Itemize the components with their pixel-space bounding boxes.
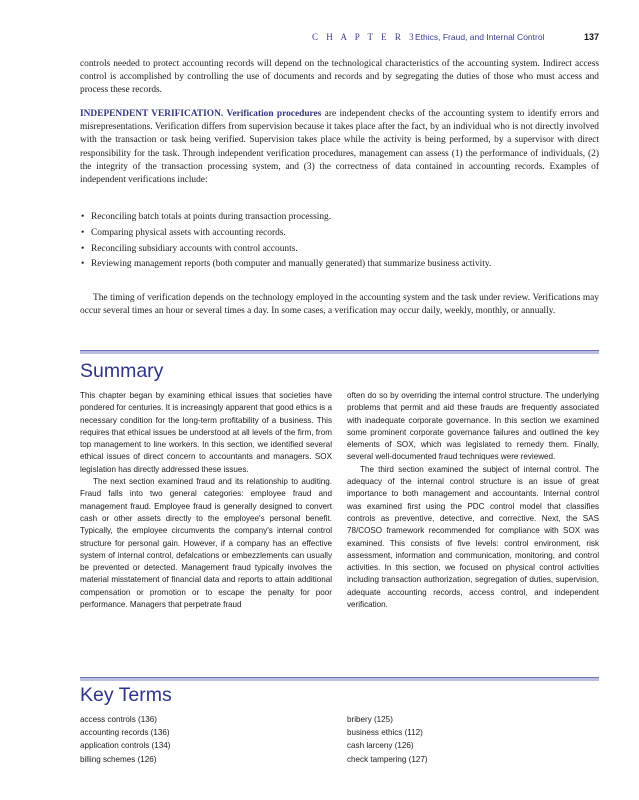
independent-verification-paragraph <box>80 108 599 187</box>
verification-examples-list <box>80 211 599 274</box>
key-term: application controls (134) <box>80 741 171 751</box>
summary-paragraph: The third section examined the subject of internal control. The adequacy of the internal control structure is an issue of great importance to both management and accountants. Internal control was examined first using the PDC control model that classifies controls as preventive, detective, and corrective. Next, the SAS 78/COSO framework recommended for compliance with SOX was examined. This consists of five levels: control environment, risk assessment, information and communication, monitoring, and control activities. In this section, we focused on physical control activities including transaction authorization, segregation of duties, supervision, adequate accounting records, access control, and independent verification. <box>347 464 599 610</box>
key-term: bribery (125) <box>347 715 393 724</box>
key-term: check tampering (127) <box>347 754 428 764</box>
intro-paragraph: controls needed to protect accounting records will depend on the technological characteristics of the accounting system. Indirect access control is accomplished by controlling the use of documents and records and by segregating the duties of those who must access and process these records. <box>80 59 599 96</box>
list-item: • Reconciling subsidiary accounts with control accounts. <box>80 243 599 256</box>
timing-paragraph: The timing of verification depends on the technology employed in the accounting system and the task under review. Verifications may occur several times an hour or several times a day. In some cases, a verification may occur daily, weekly, monthly, or annually. <box>80 293 599 317</box>
bullet-icon: • <box>81 227 85 238</box>
section-divider <box>80 677 599 681</box>
bullet-icon: • <box>81 243 85 254</box>
section-divider <box>80 350 599 354</box>
bullet-icon: • <box>81 259 85 270</box>
key-term: business ethics (112) <box>347 728 423 738</box>
verification-text: are independent checks of the accounting system to identify errors and misrepresentations. Verification differs from supervision because it takes place after the fact, by an individual who is not directly involved with the transaction or task being verified. Supervision takes place while the activity is being performed, by a supervisor with direct responsibility for the task. Through independent verification procedures, management can assess (1) the performance of individuals, (2) the integrity of the transaction processing system, and (3) the correctness of data contained in accounting records. Examples of independent verifications include: <box>80 109 599 186</box>
list-item: • Reconciling batch totals at points during transaction processing. <box>80 211 599 224</box>
page-number: 137 <box>583 32 599 42</box>
chapter-title: Ethics, Fraud, and Internal Control <box>415 32 545 42</box>
summary-paragraph: The next section examined fraud and its relationship to auditing. Fraud falls into two general categories: employee fraud and management fraud. Employee fraud is generally designed to convert cash or other assets directly to the employee's personal benefit. Typically, the employee circumvents the company's internal control structure for personal gain. However, if a company has an effective system of internal control, defalcations or embezzlements can usually be prevented or detected. Management fraud typically involves the material misstatement of financial data and reports to attain additional compensation or promotion or to escape the penalty for poor performance. Managers that perpetrate fraud <box>80 477 332 610</box>
key-term: billing schemes (126) <box>80 754 157 764</box>
summary-left-column <box>80 390 332 611</box>
chapter-label: C H A P T E R 3 <box>312 32 417 42</box>
running-head <box>80 32 599 46</box>
list-item: • Comparing physical assets with accounting records. <box>80 227 599 240</box>
summary-paragraph: This chapter began by examining ethical issues that societies have pondered for centuries. It is increasingly apparent that good ethics is a necessary condition for the long-term profitability of a business. This requires that ethical issues be understood at all levels of the firm, from top management to line workers. In this section, we identified several ethical issues of direct concern to accountants and managers. SOX legislation has directly addressed these issues. <box>80 391 332 474</box>
list-item: • Reviewing management reports (both computer and manually generated) that summarize business activity. <box>80 258 599 271</box>
key-term: access controls (136) <box>80 715 157 724</box>
key-terms-right-list <box>347 713 597 766</box>
summary-paragraph: often do so by overriding the internal control structure. The underlying problems that permit and aid these frauds are frequently associated with inadequate corporate governance. In this section we examined some prominent corporate governance failures and outlined the key elements of SOX, which was legislated to remedy them. Finally, several well-documented fraud techniques were reviewed. <box>347 391 599 462</box>
key-term-highlight: Verification procedures <box>226 109 322 119</box>
key-term: cash larceny (126) <box>347 741 414 751</box>
key-terms-heading: Key Terms <box>80 684 172 706</box>
summary-heading: Summary <box>80 360 164 382</box>
key-terms-left-list <box>80 713 330 766</box>
key-term: accounting records (136) <box>80 728 170 738</box>
run-in-heading: INDEPENDENT VERIFICATION. <box>80 109 224 119</box>
summary-right-column <box>347 390 599 611</box>
bullet-icon: • <box>81 212 85 222</box>
